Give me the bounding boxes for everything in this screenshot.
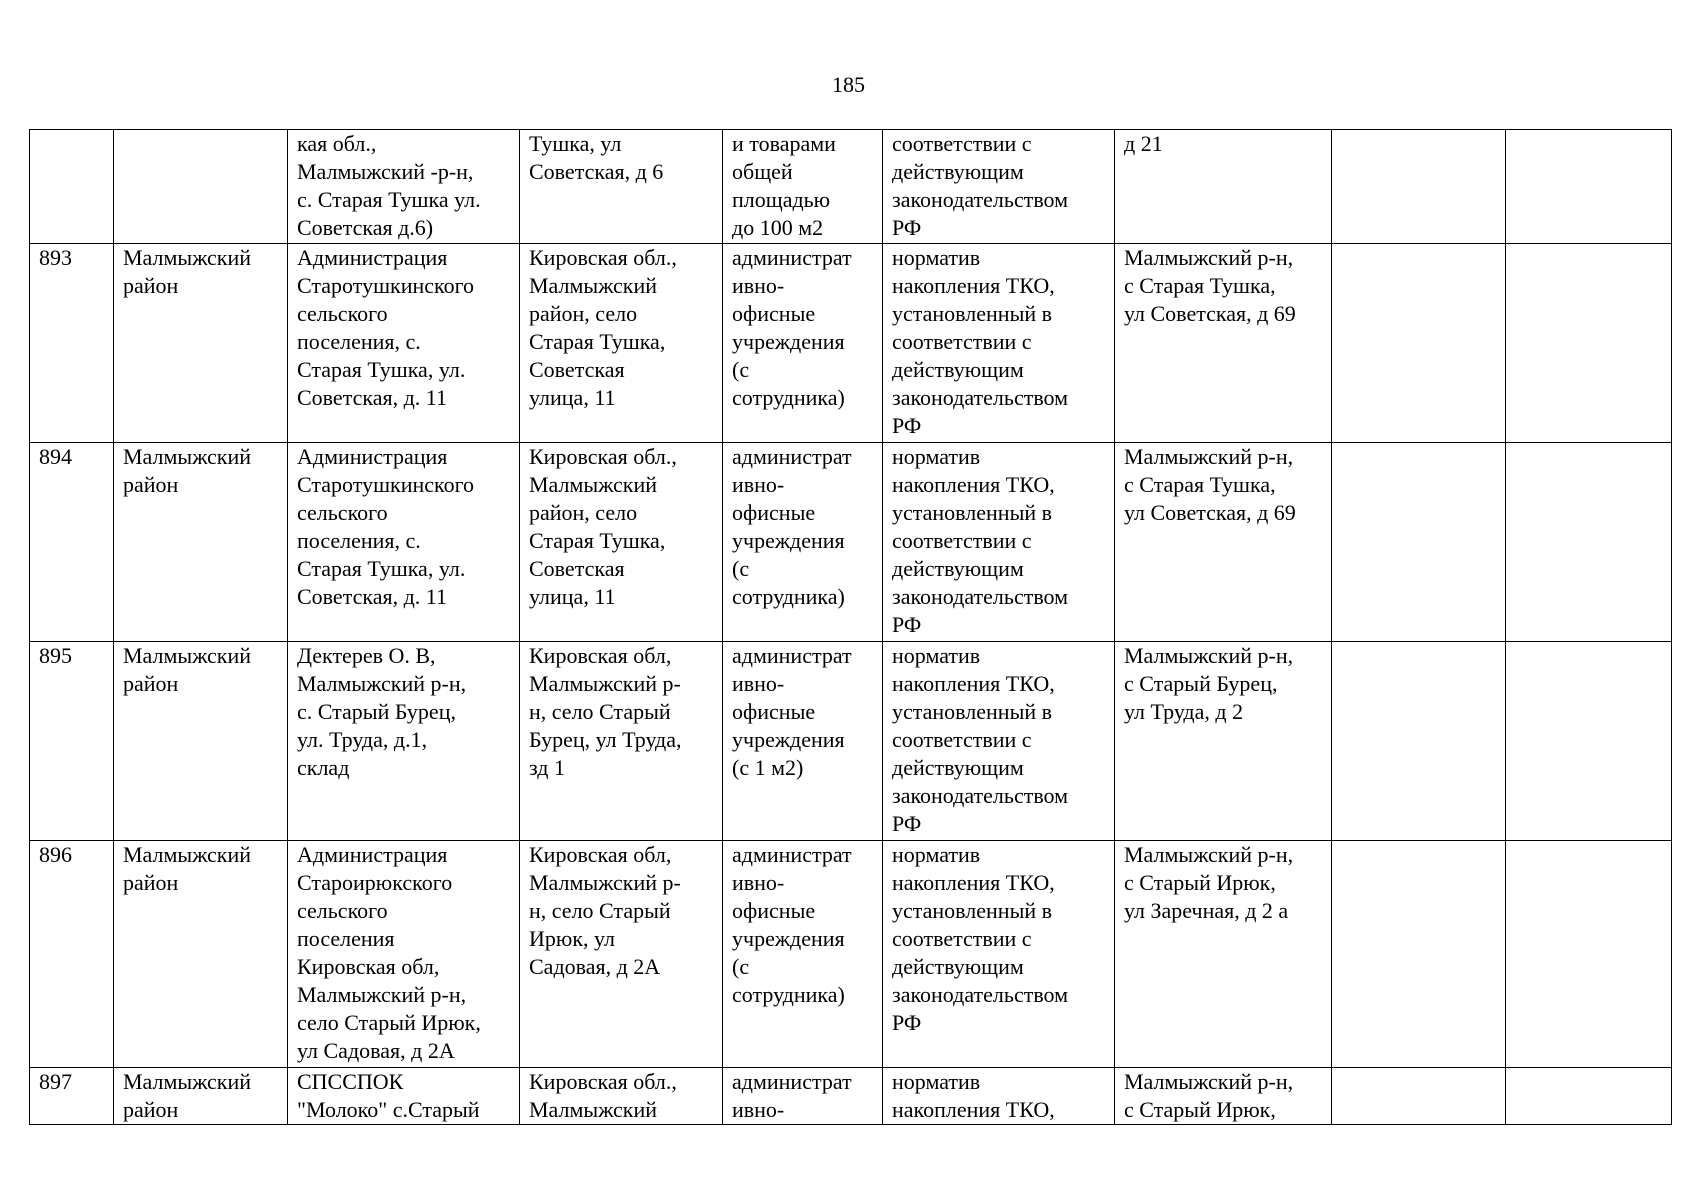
cell-extra-1 [1332, 244, 1506, 443]
cell-extra-1 [1332, 841, 1506, 1068]
cell-object-type: администрат ивно- [723, 1068, 883, 1125]
cell-extra-2 [1506, 130, 1672, 244]
table-row [30, 130, 1672, 244]
cell-site: Малмыжский р-н, с Старый Бурец, ул Труда, д 2 [1115, 642, 1332, 841]
cell-district: Малмыжский район [114, 443, 288, 642]
cell-extra-1 [1332, 443, 1506, 642]
cell-district: Малмыжский район [114, 244, 288, 443]
cell-owner: Администрация Старотушкинского сельского поселения, с. Старая Тушка, ул. Советская, д. 11 [288, 244, 520, 443]
cell-extra-1 [1332, 642, 1506, 841]
cell-site: Малмыжский р-н, с Старая Тушка, ул Советская, д 69 [1115, 443, 1332, 642]
table-row [30, 1068, 1672, 1125]
cell-number: 897 [30, 1068, 114, 1125]
cell-norm: норматив накопления ТКО, [883, 1068, 1115, 1125]
cell-owner: Администрация Старотушкинского сельского поселения, с. Старая Тушка, ул. Советская, д. 11 [288, 443, 520, 642]
cell-owner: кая обл., Малмыжский -р-н, с. Старая Тушка ул. Советская д.6) [288, 130, 520, 244]
cell-site: Малмыжский р-н, с Старый Ирюк, [1115, 1068, 1332, 1125]
cell-district [114, 130, 288, 244]
cell-object-type: и товарами общей площадью до 100 м2 [723, 130, 883, 244]
cell-number: 895 [30, 642, 114, 841]
cell-site: Малмыжский р-н, с Старая Тушка, ул Советская, д 69 [1115, 244, 1332, 443]
cell-norm: норматив накопления ТКО, установленный в соответствии с действующим законодательством РФ [883, 841, 1115, 1068]
cell-extra-2 [1506, 841, 1672, 1068]
cell-number: 893 [30, 244, 114, 443]
registry-table [29, 129, 1672, 1125]
cell-number: 896 [30, 841, 114, 1068]
cell-address: Кировская обл, Малмыжский р- н, село Старый Бурец, ул Труда, зд 1 [520, 642, 723, 841]
table-row [30, 841, 1672, 1068]
cell-object-type: администрат ивно- офисные учреждения (с сотрудника) [723, 443, 883, 642]
cell-district: Малмыжский район [114, 1068, 288, 1125]
cell-extra-2 [1506, 244, 1672, 443]
page-number: 185 [832, 72, 865, 97]
cell-norm: норматив накопления ТКО, установленный в соответствии с действующим законодательством РФ [883, 443, 1115, 642]
cell-district: Малмыжский район [114, 642, 288, 841]
table-row [30, 642, 1672, 841]
cell-object-type: администрат ивно- офисные учреждения (с сотрудника) [723, 841, 883, 1068]
cell-address: Кировская обл., Малмыжский район, село Старая Тушка, Советская улица, 11 [520, 443, 723, 642]
cell-extra-2 [1506, 642, 1672, 841]
cell-number [30, 130, 114, 244]
cell-owner: СПССПОК "Молоко" с.Старый [288, 1068, 520, 1125]
cell-norm: норматив накопления ТКО, установленный в соответствии с действующим законодательством РФ [883, 642, 1115, 841]
cell-site: д 21 [1115, 130, 1332, 244]
cell-object-type: администрат ивно- офисные учреждения (с сотрудника) [723, 244, 883, 443]
cell-object-type: администрат ивно- офисные учреждения (с 1 м2) [723, 642, 883, 841]
cell-address: Кировская обл, Малмыжский р- н, село Старый Ирюк, ул Садовая, д 2А [520, 841, 723, 1068]
cell-norm: норматив накопления ТКО, установленный в соответствии с действующим законодательством РФ [883, 244, 1115, 443]
cell-extra-2 [1506, 1068, 1672, 1125]
cell-extra-1 [1332, 1068, 1506, 1125]
cell-owner: Администрация Староирюкского сельского поселения Кировская обл, Малмыжский р-н, село Старый Ирюк, ул Садовая, д 2А [288, 841, 520, 1068]
cell-site: Малмыжский р-н, с Старый Ирюк, ул Заречная, д 2 а [1115, 841, 1332, 1068]
cell-address: Кировская обл., Малмыжский [520, 1068, 723, 1125]
cell-number: 894 [30, 443, 114, 642]
cell-extra-1 [1332, 130, 1506, 244]
cell-address: Кировская обл., Малмыжский район, село Старая Тушка, Советская улица, 11 [520, 244, 723, 443]
table-row [30, 244, 1672, 443]
cell-extra-2 [1506, 443, 1672, 642]
cell-norm: соответствии с действующим законодательством РФ [883, 130, 1115, 244]
cell-district: Малмыжский район [114, 841, 288, 1068]
cell-address: Тушка, ул Советская, д 6 [520, 130, 723, 244]
cell-owner: Дектерев О. В, Малмыжский р-н, с. Старый Бурец, ул. Труда, д.1, склад [288, 642, 520, 841]
table-row [30, 443, 1672, 642]
